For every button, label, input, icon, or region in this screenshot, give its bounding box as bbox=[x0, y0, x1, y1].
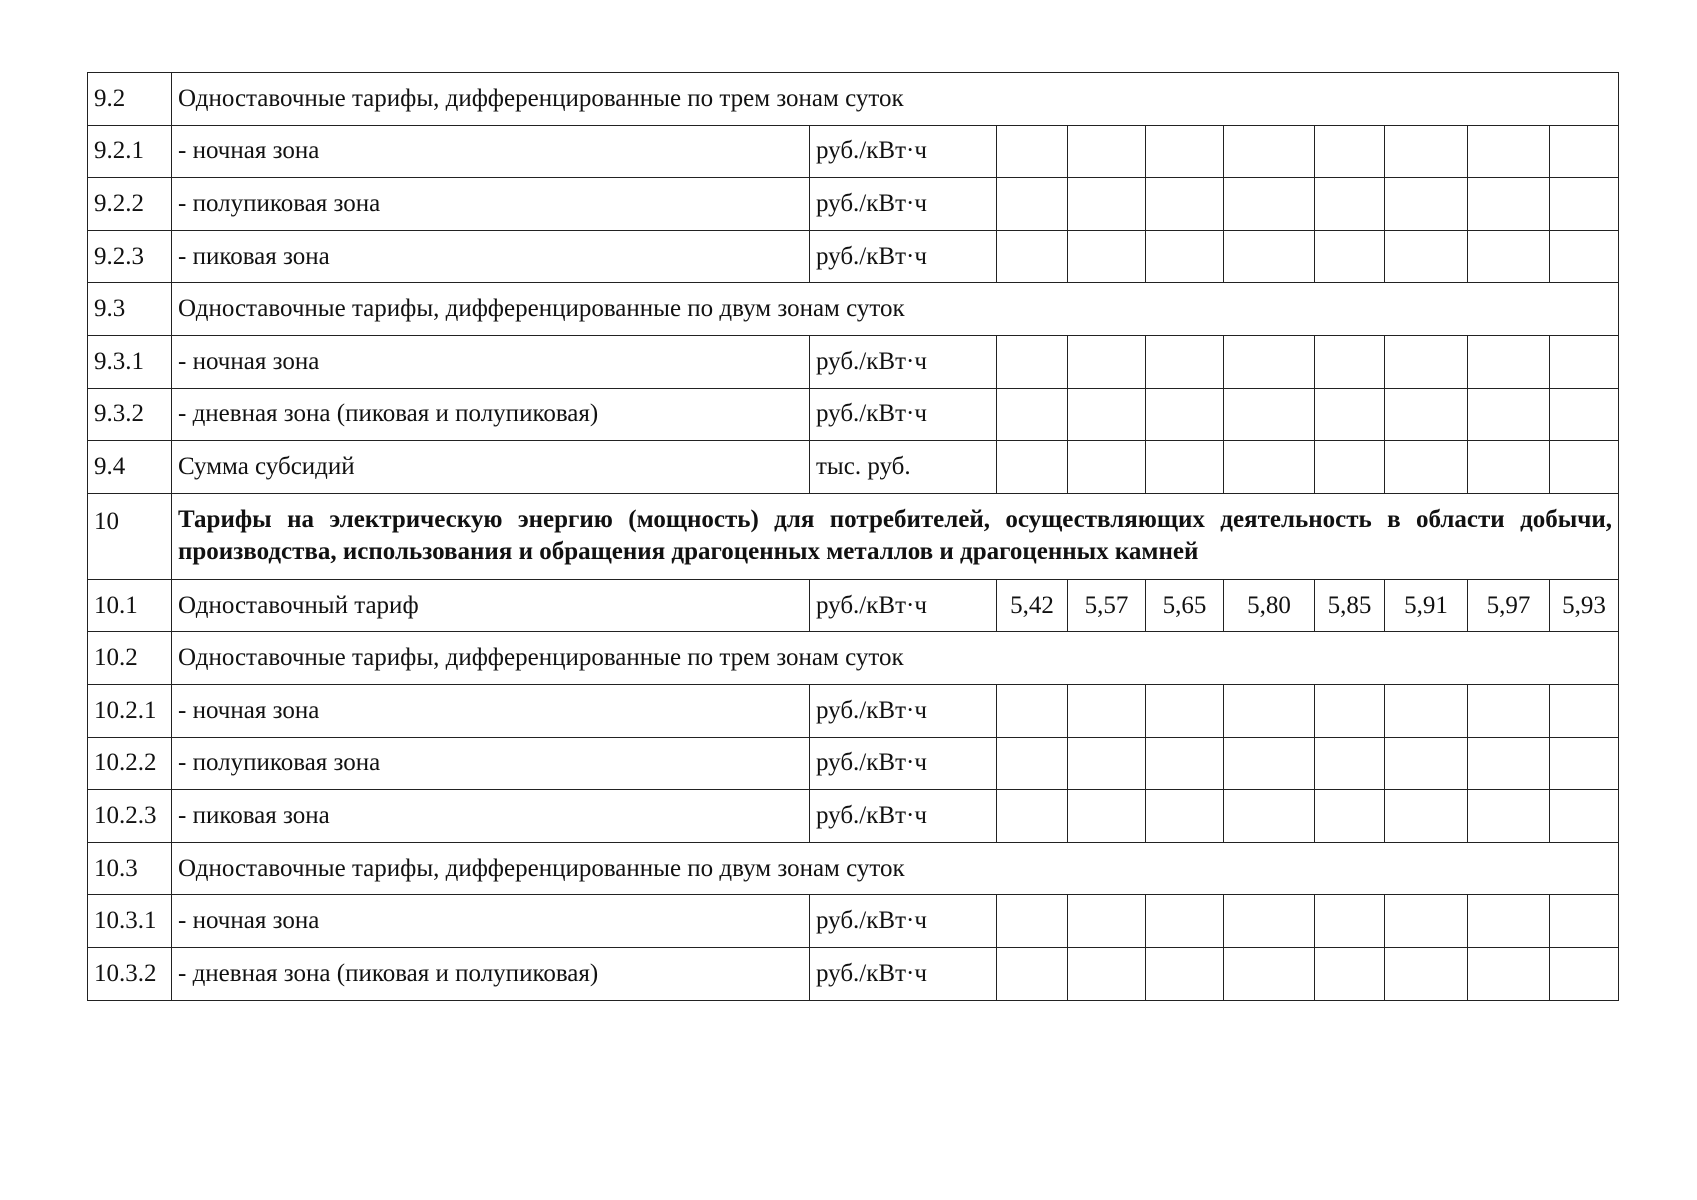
value-cell: 5,65 bbox=[1146, 579, 1224, 632]
row-unit: руб./кВт·ч bbox=[810, 895, 997, 948]
row-number: 10.3 bbox=[88, 842, 172, 895]
value-cell bbox=[1068, 230, 1146, 283]
value-cell bbox=[1315, 178, 1385, 231]
value-cell bbox=[1068, 737, 1146, 790]
value-cell bbox=[1146, 230, 1224, 283]
value-cell bbox=[997, 335, 1068, 388]
row-number: 9.2.1 bbox=[88, 125, 172, 178]
value-cell bbox=[997, 125, 1068, 178]
value-cell bbox=[1550, 178, 1619, 231]
table-row bbox=[88, 493, 1619, 579]
value-cell bbox=[1385, 684, 1468, 737]
value-cell: 5,80 bbox=[1224, 579, 1315, 632]
value-cell bbox=[1550, 790, 1619, 843]
value-cell bbox=[1468, 790, 1550, 843]
row-number: 9.2.2 bbox=[88, 178, 172, 231]
value-cell bbox=[1224, 790, 1315, 843]
row-label: - ночная зона bbox=[172, 335, 810, 388]
value-cell bbox=[1385, 441, 1468, 494]
value-cell bbox=[1550, 230, 1619, 283]
table-row bbox=[88, 632, 1619, 685]
value-cell bbox=[1550, 335, 1619, 388]
row-unit: руб./кВт·ч bbox=[810, 579, 997, 632]
row-unit: руб./кВт·ч bbox=[810, 947, 997, 1000]
value-cell bbox=[1224, 684, 1315, 737]
value-cell bbox=[1068, 125, 1146, 178]
row-label: - ночная зона bbox=[172, 125, 810, 178]
value-cell bbox=[1550, 737, 1619, 790]
value-cell bbox=[997, 684, 1068, 737]
row-number: 10 bbox=[88, 493, 172, 579]
value-cell bbox=[1468, 125, 1550, 178]
row-unit: руб./кВт·ч bbox=[810, 388, 997, 441]
subsection-label: Одноставочные тарифы, дифференцированные по трем зонам суток bbox=[172, 632, 1619, 685]
value-cell bbox=[1550, 125, 1619, 178]
row-unit: руб./кВт·ч bbox=[810, 737, 997, 790]
row-unit: руб./кВт·ч bbox=[810, 125, 997, 178]
value-cell bbox=[1468, 335, 1550, 388]
value-cell bbox=[997, 441, 1068, 494]
value-cell bbox=[1315, 388, 1385, 441]
row-number: 10.2.2 bbox=[88, 737, 172, 790]
value-cell bbox=[1068, 178, 1146, 231]
tariff-table-body bbox=[88, 73, 1619, 1001]
value-cell bbox=[1385, 790, 1468, 843]
value-cell bbox=[1224, 335, 1315, 388]
subsection-label: Одноставочные тарифы, дифференцированные по двум зонам суток bbox=[172, 283, 1619, 336]
subsection-label: Одноставочные тарифы, дифференцированные по двум зонам суток bbox=[172, 842, 1619, 895]
value-cell bbox=[1468, 684, 1550, 737]
row-label: - пиковая зона bbox=[172, 790, 810, 843]
value-cell bbox=[1068, 790, 1146, 843]
row-number: 9.2.3 bbox=[88, 230, 172, 283]
row-label: - полупиковая зона bbox=[172, 737, 810, 790]
value-cell: 5,93 bbox=[1550, 579, 1619, 632]
table-row bbox=[88, 388, 1619, 441]
value-cell: 5,97 bbox=[1468, 579, 1550, 632]
value-cell bbox=[1550, 388, 1619, 441]
value-cell bbox=[1315, 895, 1385, 948]
row-number: 9.3.1 bbox=[88, 335, 172, 388]
value-cell bbox=[1468, 178, 1550, 231]
value-cell bbox=[1068, 947, 1146, 1000]
value-cell bbox=[1224, 737, 1315, 790]
value-cell bbox=[1224, 125, 1315, 178]
value-cell bbox=[1146, 125, 1224, 178]
value-cell bbox=[1468, 388, 1550, 441]
row-number: 9.3.2 bbox=[88, 388, 172, 441]
row-label: - ночная зона bbox=[172, 684, 810, 737]
row-number: 10.3.1 bbox=[88, 895, 172, 948]
row-number: 9.3 bbox=[88, 283, 172, 336]
value-cell bbox=[997, 230, 1068, 283]
table-row bbox=[88, 441, 1619, 494]
tariff-table bbox=[87, 72, 1619, 1001]
table-row bbox=[88, 335, 1619, 388]
value-cell bbox=[1550, 684, 1619, 737]
row-number: 9.4 bbox=[88, 441, 172, 494]
table-row bbox=[88, 895, 1619, 948]
value-cell bbox=[1068, 335, 1146, 388]
value-cell bbox=[1315, 947, 1385, 1000]
value-cell bbox=[1550, 895, 1619, 948]
value-cell bbox=[1315, 441, 1385, 494]
value-cell bbox=[1385, 947, 1468, 1000]
row-unit: тыс. руб. bbox=[810, 441, 997, 494]
value-cell bbox=[1315, 230, 1385, 283]
row-label: - полупиковая зона bbox=[172, 178, 810, 231]
value-cell bbox=[1146, 790, 1224, 843]
table-row bbox=[88, 842, 1619, 895]
row-label: - ночная зона bbox=[172, 895, 810, 948]
value-cell bbox=[1385, 388, 1468, 441]
value-cell bbox=[1068, 388, 1146, 441]
value-cell bbox=[1224, 947, 1315, 1000]
row-number: 10.2.3 bbox=[88, 790, 172, 843]
row-label: - дневная зона (пиковая и полупиковая) bbox=[172, 388, 810, 441]
row-label: - дневная зона (пиковая и полупиковая) bbox=[172, 947, 810, 1000]
value-cell bbox=[1224, 895, 1315, 948]
row-number: 10.2 bbox=[88, 632, 172, 685]
value-cell bbox=[1468, 441, 1550, 494]
value-cell bbox=[1550, 947, 1619, 1000]
table-row bbox=[88, 947, 1619, 1000]
value-cell bbox=[1146, 441, 1224, 494]
value-cell bbox=[1468, 895, 1550, 948]
value-cell bbox=[1146, 947, 1224, 1000]
value-cell: 5,85 bbox=[1315, 579, 1385, 632]
value-cell bbox=[1146, 388, 1224, 441]
value-cell bbox=[1146, 895, 1224, 948]
table-row bbox=[88, 737, 1619, 790]
row-number: 9.2 bbox=[88, 73, 172, 126]
table-row bbox=[88, 178, 1619, 231]
value-cell bbox=[1385, 895, 1468, 948]
row-label: Сумма субсидий bbox=[172, 441, 810, 494]
value-cell: 5,42 bbox=[997, 579, 1068, 632]
value-cell bbox=[1146, 178, 1224, 231]
value-cell bbox=[1224, 230, 1315, 283]
row-label: - пиковая зона bbox=[172, 230, 810, 283]
table-row bbox=[88, 579, 1619, 632]
value-cell bbox=[1468, 230, 1550, 283]
table-row bbox=[88, 73, 1619, 126]
row-unit: руб./кВт·ч bbox=[810, 684, 997, 737]
row-unit: руб./кВт·ч bbox=[810, 790, 997, 843]
value-cell bbox=[1385, 125, 1468, 178]
value-cell bbox=[1385, 230, 1468, 283]
value-cell bbox=[1068, 441, 1146, 494]
row-label: Одноставочный тариф bbox=[172, 579, 810, 632]
value-cell bbox=[1315, 790, 1385, 843]
value-cell bbox=[997, 790, 1068, 843]
value-cell bbox=[1068, 684, 1146, 737]
table-row bbox=[88, 230, 1619, 283]
value-cell bbox=[1146, 335, 1224, 388]
value-cell bbox=[1315, 125, 1385, 178]
value-cell bbox=[1385, 737, 1468, 790]
value-cell bbox=[1385, 335, 1468, 388]
value-cell bbox=[1385, 178, 1468, 231]
table-row bbox=[88, 684, 1619, 737]
value-cell bbox=[1468, 947, 1550, 1000]
value-cell bbox=[1315, 737, 1385, 790]
section-heading: Тарифы на электрическую энергию (мощность) для потребителей, осуществляющих деятельность в области добычи, производства, использования и обращения драгоценных металлов и драгоценных камней bbox=[172, 493, 1619, 579]
row-unit: руб./кВт·ч bbox=[810, 335, 997, 388]
value-cell bbox=[997, 737, 1068, 790]
value-cell bbox=[997, 947, 1068, 1000]
table-row bbox=[88, 125, 1619, 178]
table-row bbox=[88, 283, 1619, 336]
subsection-label: Одноставочные тарифы, дифференцированные по трем зонам суток bbox=[172, 73, 1619, 126]
value-cell bbox=[1224, 441, 1315, 494]
table-row bbox=[88, 790, 1619, 843]
value-cell bbox=[1146, 737, 1224, 790]
value-cell: 5,91 bbox=[1385, 579, 1468, 632]
value-cell bbox=[997, 388, 1068, 441]
value-cell: 5,57 bbox=[1068, 579, 1146, 632]
value-cell bbox=[1550, 441, 1619, 494]
row-number: 10.1 bbox=[88, 579, 172, 632]
row-unit: руб./кВт·ч bbox=[810, 230, 997, 283]
value-cell bbox=[1468, 737, 1550, 790]
value-cell bbox=[1068, 895, 1146, 948]
row-unit: руб./кВт·ч bbox=[810, 178, 997, 231]
value-cell bbox=[1315, 335, 1385, 388]
value-cell bbox=[1315, 684, 1385, 737]
value-cell bbox=[997, 895, 1068, 948]
row-number: 10.3.2 bbox=[88, 947, 172, 1000]
row-number: 10.2.1 bbox=[88, 684, 172, 737]
value-cell bbox=[1224, 388, 1315, 441]
value-cell bbox=[1146, 684, 1224, 737]
value-cell bbox=[1224, 178, 1315, 231]
value-cell bbox=[997, 178, 1068, 231]
